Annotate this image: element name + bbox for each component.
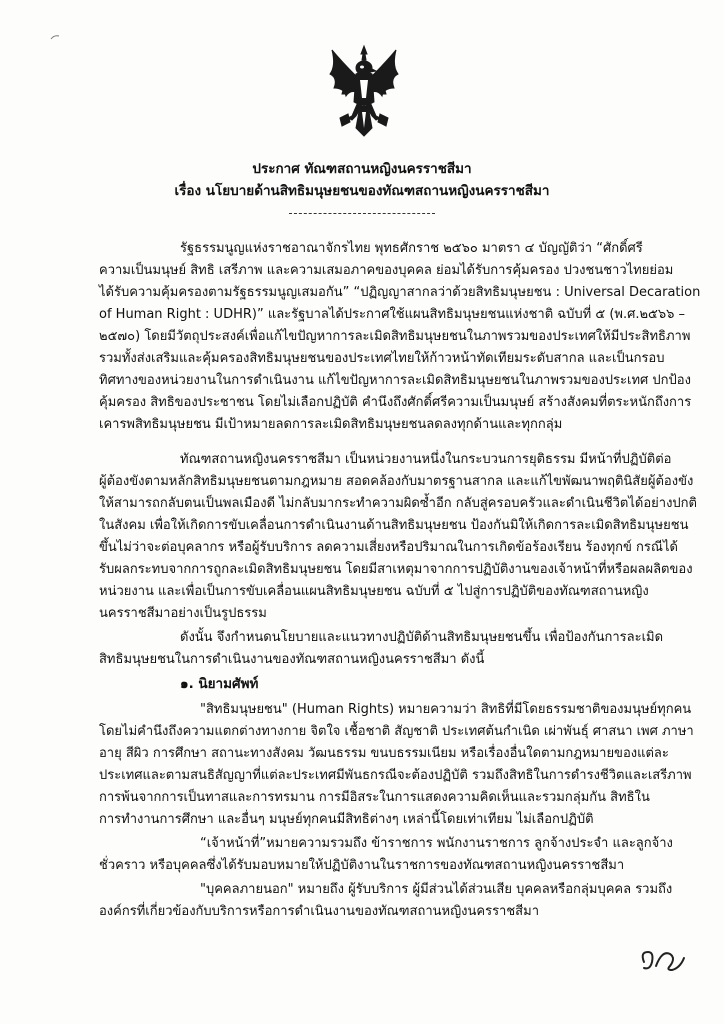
paragraph-3-line: สิทธิมนุษยชนในการดำเนินงานของทัณฑสถานหญิงนครราชสีมา ดังนี้ [99, 652, 485, 667]
definition-human-rights-line: อายุ สีผิว การศึกษา สถานะทางสังคม วัฒนธรรม ขนบธรรมเนียม หรือเรื่องอื่นใดตามกฎหมายของแต่ละ [99, 746, 669, 761]
paragraph-2-line: หน่วยงาน และเพื่อเป็นการขับเคลื่อนแผนสิทธิมนุษยชน ฉบับที่ ๕ ไปสู่การปฏิบัติของทัณฑสถานหญิง [99, 584, 649, 599]
definition-human-rights-line: โดยไม่คำนึงถึงความแตกต่างทางกาย จิตใจ เชื้อชาติ สัญชาติ ประเทศต้นกำเนิด เผ่าพันธุ์ ศาสนา เพศ ภาษา [99, 724, 694, 739]
definition-outsider-line: องค์กรที่เกี่ยวข้องกับบริการหรือการดำเนินงานของทัณฑสถานหญิงนครราชสีมา [99, 904, 539, 919]
garuda-emblem-icon [326, 44, 402, 138]
definition-officer-line: “เจ้าหน้าที่”หมายความรวมถึง ข้าราชการ พนักงานราชการ ลูกจ้างประจำ และลูกจ้าง [200, 836, 673, 851]
paragraph-2-line: ผู้ต้องขังตามหลักสิทธิมนุษยชนตามกฎหมาย สอดคล้องกับมาตรฐานสากล และแก้ไขพัฒนาพฤตินิสัยผู้ต้องขัง [99, 474, 694, 489]
paragraph-2-line: ทัณฑสถานหญิงนครราชสีมา เป็นหน่วยงานหนึ่งในกระบวนการยุติธรรม มีหน้าที่ปฏิบัติต่อ [180, 452, 672, 467]
announcement-heading: ประกาศ ทัณฑสถานหญิงนครราชสีมา [252, 161, 472, 177]
paragraph-1-line: ความเป็นมนุษย์ สิทธิ เสรีภาพ และความเสมอภาคของบุคคล ย่อมได้รับการคุ้มครอง ปวงชนชาวไทยย่อม [99, 263, 674, 278]
paragraph-2-line: ในสังคม เพื่อให้เกิดการขับเคลื่อนการดำเนินงานด้านสิทธิมนุษยชน ป้องกันมิให้เกิดการละเมิดสิทธิมนุษยชน [99, 518, 689, 533]
definition-human-rights-line: การพ้นจากการเป็นทาสและการทรมาน การมีอิสระในการแสดงความคิดเห็นและรวมกลุ่มกัน สิทธิใน [99, 790, 650, 805]
paragraph-1-line: of Human Right : UDHR)” และรัฐบาลได้ประกาศใช้แผนสิทธิมนุษยชนแห่งชาติ ฉบับที่ ๕ (พ.ศ.๒๕๖๖ – [99, 307, 686, 322]
definition-human-rights-line: ประเทศและตามสนธิสัญญาที่แต่ละประเทศมีพันธกรณีจะต้องปฏิบัติ รวมถึงสิทธิในการดำรงชีวิตและเสรีภาพ [99, 768, 692, 783]
paragraph-2-line: ขึ้นไม่ว่าจะต่อบุคลากร หรือผู้รับบริการ ลดความเสี่ยงหรือปริมาณในการเกิดข้อร้องเรียน ร้องทุกข์ กรณีได้ [99, 540, 678, 555]
scan-speck-icon [50, 34, 60, 40]
definition-officer-line: ชั่วคราว หรือบุคคลซึ่งได้รับมอบหมายให้ปฏิบัติงานในราชการของทัณฑสถานหญิงนครราชสีมา [99, 858, 625, 873]
announcement-subject: เรื่อง นโยบายด้านสิทธิมนุษยชนของทัณฑสถานหญิงนครราชสีมา [174, 183, 550, 199]
paragraph-1-line: คุ้มครอง สิทธิของประชาชน โดยไม่เลือกปฏิบัติ คำนึงถึงศักดิ์ศรีความเป็นมนุษย์ สร้างสังคมที่ตระหนักถึงการ [99, 395, 692, 410]
definition-human-rights-line: การทำงานการศึกษา และอื่นๆ มนุษย์ทุกคนมีสิทธิต่างๆ เหล่านี้โดยเท่าเทียม ไม่เลือกปฏิบัติ [99, 812, 594, 827]
paragraph-2-line: นครราชสีมาอย่างเป็นรูปธรรม [99, 606, 267, 621]
heading-divider [289, 213, 435, 214]
paragraph-1-line: รวมทั้งส่งเสริมและคุ้มครองสิทธิมนุษยชนของประเทศไทยให้ก้าวหน้าทัดเทียมระดับสากล และเป็นกรอบ [99, 351, 665, 366]
paragraph-2-line: รับผลกระทบจากการถูกละเมิดสิทธิมนุษยชน โดยมีสาเหตุมาจากการปฏิบัติงานของเจ้าหน้าที่หรือผลผลิตของ [99, 562, 693, 577]
paragraph-1-line: ได้รับความคุ้มครองตามรัฐธรรมนูญเสมอกัน” “ปฏิญญาสากลว่าด้วยสิทธิมนุษยชน : Universal Decaration [99, 285, 701, 300]
definition-human-rights-line: "สิทธิมนุษยชน" (Human Rights) หมายความว่า สิทธิที่มีโดยธรรมชาติของมนุษย์ทุกคน [200, 702, 692, 717]
paragraph-1-line: รัฐธรรมนูญแห่งราชอาณาจักรไทย พุทธศักราช ๒๕๖๐ มาตรา ๔ บัญญัติว่า “ศักดิ์ศรี [180, 241, 643, 256]
paragraph-2-line: ให้สามารถกลับตนเป็นพลเมืองดี ไม่กลับมากระทำความผิดซ้ำอีก กลับสู่ครอบครัวและดำเนินชีวิตได้อย่างปกติ [99, 496, 697, 511]
paragraph-1-line: เคารพสิทธิมนุษยชน มีเป้าหมายลดการละเมิดสิทธิมนุษยชนลดลงทุกด้านและทุกกลุ่ม [99, 417, 563, 432]
paragraph-3-line: ดังนั้น จึงกำหนดนโยบายและแนวทางปฏิบัติด้านสิทธิมนุษยชนขึ้น เพื่อป้องกันการละเมิด [180, 630, 664, 645]
section-1-title: ๑. นิยามศัพท์ [180, 676, 259, 692]
paragraph-1-line: ทิศทางของหน่วยงานในการดำเนินงาน แก้ไขปัญหาการละเมิดสิทธิมนุษยชนในภาพรวมของประเทศ ปกป้อง [99, 373, 691, 388]
paragraph-1-line: ๒๕๗๐) โดยมีวัตถุประสงค์เพื่อแก้ไขปัญหาการละเมิดสิทธิมนุษยชนในภาพรวมของประเทศให้มีประสิทธิภาพ [99, 329, 691, 344]
initial-signature-icon [636, 940, 690, 976]
definition-outsider-line: "บุคคลภายนอก" หมายถึง ผู้รับบริการ ผู้มีส่วนได้ส่วนเสีย บุคคลหรือกลุ่มบุคคล รวมถึง [200, 882, 673, 897]
